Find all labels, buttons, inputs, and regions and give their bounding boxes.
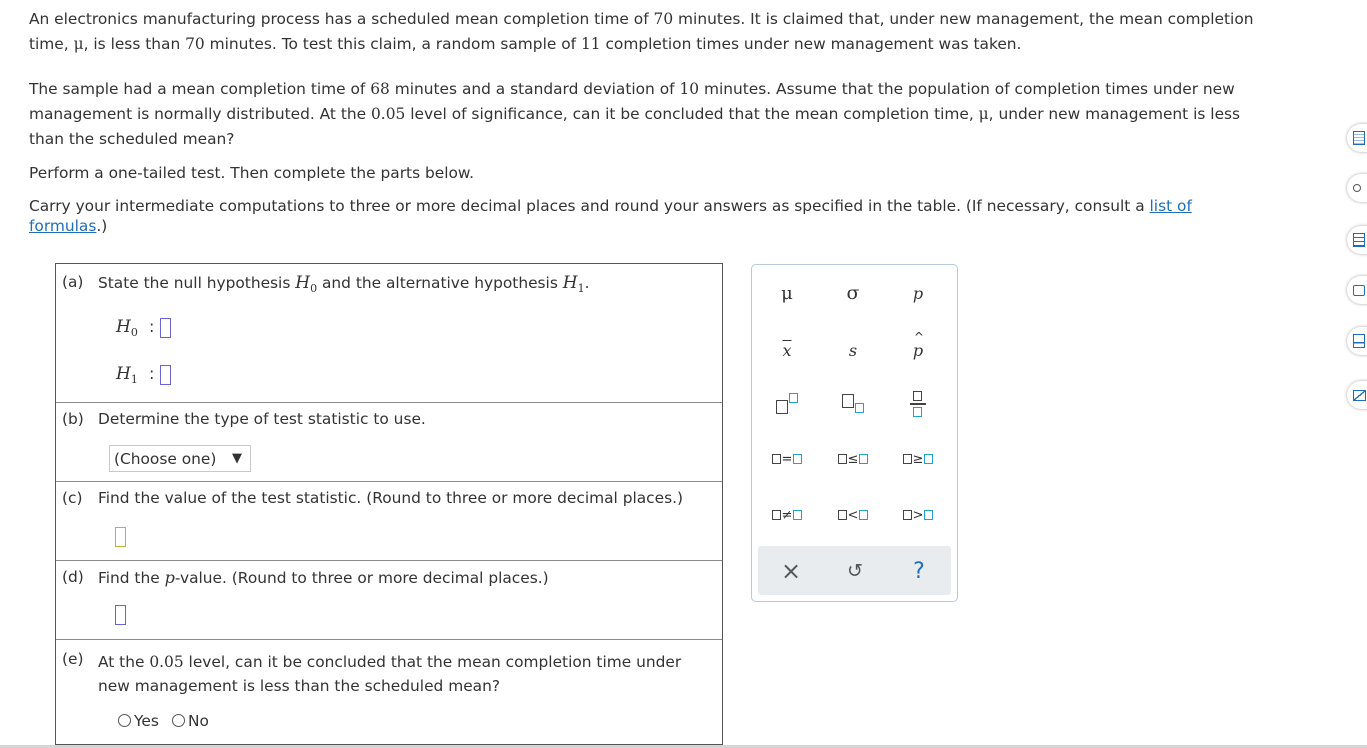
x-bar-key[interactable]: $\overline{x}$ — [782, 340, 792, 360]
textbook-icon — [1353, 334, 1365, 348]
message-tab[interactable] — [1347, 381, 1367, 409]
hat-icon: ^ — [913, 329, 924, 344]
h0-input[interactable] — [160, 318, 171, 338]
video-tab[interactable] — [1347, 276, 1367, 304]
close-icon: × — [780, 557, 802, 585]
less-equal-key[interactable]: ≤ — [831, 441, 875, 477]
formulas-link[interactable]: list of formulas — [29, 197, 1192, 235]
part-e — [56, 639, 722, 744]
help-button[interactable] — [899, 553, 939, 589]
no-option[interactable]: No — [172, 712, 209, 730]
video-icon — [1353, 285, 1365, 296]
fraction-icon — [910, 389, 926, 419]
part-a-label: (a) — [62, 273, 84, 291]
part-b-text: Determine the type of test statistic to use. — [98, 410, 426, 428]
part-d — [56, 560, 722, 640]
h0-label: $H_0$ — [116, 317, 138, 340]
subscript-icon — [840, 393, 866, 415]
palette-action-bar — [758, 546, 951, 595]
less-than-key[interactable]: < — [831, 497, 875, 533]
test-statistic-input[interactable] — [115, 527, 126, 547]
glasses-tab[interactable] — [1347, 174, 1367, 202]
superscript-icon — [774, 393, 800, 415]
h1-colon: : — [149, 364, 155, 383]
not-equal-key[interactable]: ≠ — [765, 497, 809, 533]
undo-button[interactable] — [835, 553, 875, 589]
equals-key[interactable]: = — [765, 441, 809, 477]
clear-button[interactable] — [771, 553, 811, 589]
part-a — [56, 264, 722, 402]
p-hat-key[interactable]: ^ p — [912, 329, 924, 360]
p-value-input[interactable] — [115, 605, 126, 625]
dropdown-value: (Choose one) — [114, 450, 217, 468]
mu-key[interactable]: μ — [781, 282, 793, 304]
glasses-icon — [1353, 184, 1361, 192]
part-c-text: Find the value of the test statistic. (Round to three or more decimal places.) — [98, 489, 684, 507]
no-radio[interactable] — [172, 714, 185, 727]
part-c — [56, 481, 722, 561]
part-e-label: (e) — [62, 650, 84, 668]
p-key[interactable]: p — [912, 283, 924, 303]
superscript-key[interactable] — [765, 386, 809, 422]
symbol-palette — [751, 264, 958, 602]
s-key[interactable]: s — [848, 340, 858, 360]
h1-label: $H_1$ — [116, 364, 138, 387]
part-e-text: At the 0.05 level, can it be concluded that the mean completion time under new management is less than the scheduled mean? — [98, 653, 682, 695]
question-table — [55, 263, 723, 745]
part-d-text: Find the p-value. (Round to three or more decimal places.) — [98, 568, 549, 587]
part-b-label: (b) — [62, 410, 84, 428]
problem-paragraph-3: Perform a one-tailed test. Then complete the parts below. — [29, 164, 474, 182]
problem-paragraph-2: The sample had a mean completion time of 68 minutes and a standard deviation of 10 minutes. Assume that the population of completion times under new management is normally distributed. At the 0.05 level of significance, can it be concluded that the mean completion time, μ, under new management is less than the scheduled mean? — [29, 80, 1241, 148]
textbook-tab[interactable] — [1347, 327, 1367, 355]
sigma-key[interactable]: σ — [846, 282, 860, 304]
undo-icon: ↺ — [847, 560, 863, 582]
problem-paragraph-4: Carry your intermediate computations to three or more decimal places and round your answers as specified in the table. (If necessary, consult a list of formulas.) — [29, 197, 1192, 235]
yes-radio[interactable] — [118, 714, 131, 727]
part-a-text: State the null hypothesis $H_0$ and the alternative hypothesis $H_1$. — [98, 273, 590, 296]
calculator-tab[interactable] — [1347, 124, 1367, 152]
problem-paragraph-1: An electronics manufacturing process has a scheduled mean completion time of 70 minutes. It is claimed that, under new management, the mean completion time, μ, is less than 70 minutes. To test this claim, a random sample of 11 completion times under new management was taken. — [29, 10, 1254, 53]
part-c-label: (c) — [62, 489, 83, 507]
greater-than-key[interactable]: > — [896, 497, 940, 533]
yes-option[interactable]: Yes — [118, 712, 159, 730]
notes-tab[interactable] — [1347, 226, 1367, 254]
h0-colon: : — [149, 317, 155, 336]
caret-down-icon: ▼ — [232, 451, 242, 466]
part-b — [56, 402, 722, 482]
test-statistic-dropdown[interactable] — [109, 445, 251, 472]
notes-icon — [1353, 233, 1365, 247]
h1-input[interactable] — [160, 365, 171, 385]
subscript-key[interactable] — [831, 386, 875, 422]
message-icon — [1353, 390, 1366, 401]
greater-equal-key[interactable]: ≥ — [896, 441, 940, 477]
part-d-label: (d) — [62, 568, 84, 586]
help-icon: ? — [913, 558, 925, 584]
calculator-icon — [1353, 131, 1365, 145]
fraction-key[interactable] — [896, 386, 940, 422]
